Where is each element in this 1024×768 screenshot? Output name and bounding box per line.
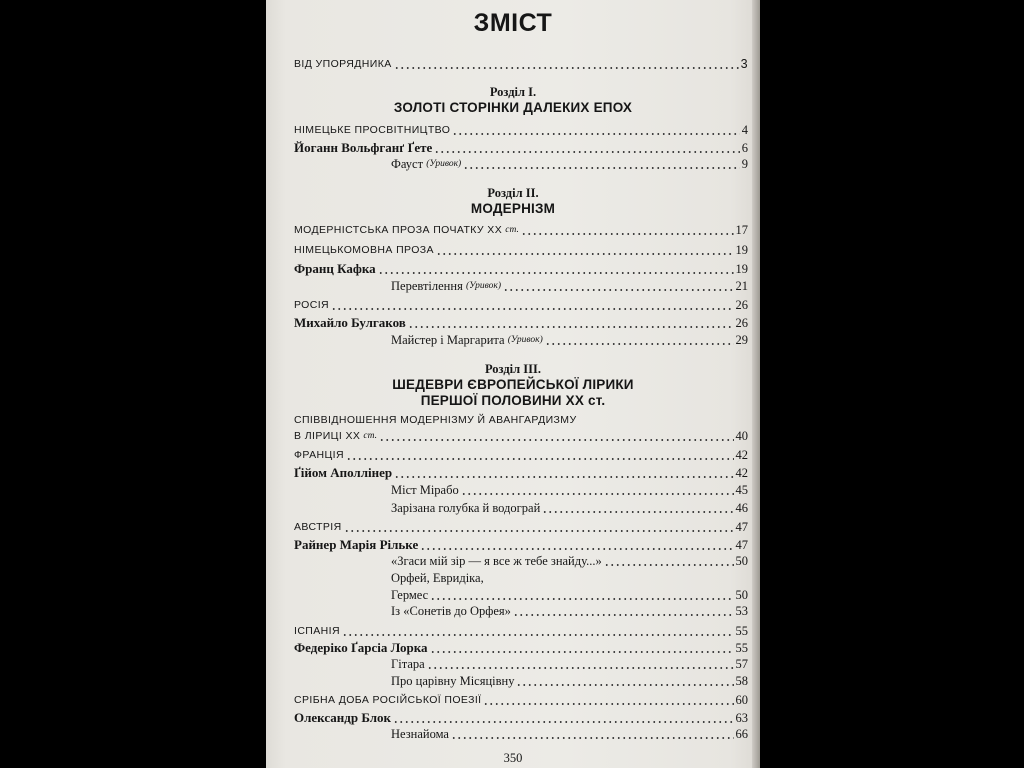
leader-dots [331,300,733,310]
leader-dots [604,556,734,566]
leader-dots [408,318,734,328]
leader-dots [542,503,733,513]
leader-dots [346,450,734,460]
toc-entry [391,656,748,672]
leader-dots [378,264,734,274]
page-number: 42 [735,466,748,480]
entry-label: Перевтілення [391,279,463,293]
entry-label: МОДЕРНІСТСЬКА ПРОЗА ПОЧАТКУ XX [294,224,503,236]
toc-entry [294,56,748,72]
leader-dots [451,729,734,739]
leader-dots [516,676,733,686]
toc-entry-line [294,412,748,428]
page-number: 50 [735,588,748,602]
entry-note: ст. [505,225,519,235]
leader-dots [434,143,739,153]
page-number: 4 [741,123,748,137]
entry-label: Федеріко Ґарсіа Лорка [294,640,428,655]
toc-entry [294,710,748,726]
leader-dots [503,281,734,291]
entry-label: Міст Мірабо [391,483,459,497]
leader-dots [379,431,734,441]
page-number: 17 [735,223,748,237]
page-number: 66 [735,727,748,741]
toc-entry [294,261,748,277]
section-heading [266,362,760,409]
entry-label: ФРАНЦІЯ [294,449,344,461]
page-number: 63 [735,711,748,725]
toc-entry [391,332,748,348]
leader-dots [463,159,740,169]
page-number: 55 [735,641,748,655]
toc-entry [294,428,748,444]
entry-label: Майстер і Маргарита [391,333,505,347]
page-number: 42 [735,448,748,462]
leader-dots [342,626,734,636]
toc-entry [391,482,748,498]
leader-dots [452,125,739,135]
section-title: МОДЕРНІЗМ [470,201,556,216]
entry-label: НІМЕЦЬКЕ ПРОСВІТНИЦТВО [294,124,451,136]
leader-dots [545,335,734,345]
page-number: 45 [735,483,748,497]
leader-dots [430,590,733,600]
page-number: 9 [741,157,748,171]
toc-entry [294,692,748,708]
entry-label: СРІБНА ДОБА РОСІЙСЬКОЇ ПОЕЗІЇ [294,694,482,706]
entry-label: Йоганн Вольфганґ Ґете [294,140,433,155]
entry-note: (Уривок) [426,159,462,169]
entry-label: ВІД УПОРЯДНИКА [294,58,392,70]
toc-entry [391,278,748,294]
toc-entry [294,140,748,156]
section-number: Розділ ІІІ. [484,362,542,376]
section-title: ЗОЛОТІ СТОРІНКИ ДАЛЕКИХ ЕПОХ [393,100,633,115]
page-number: 29 [735,333,748,347]
toc-entry [294,297,748,313]
section-heading [266,186,760,217]
leader-dots [513,606,734,616]
leader-dots [420,540,733,550]
entry-label: АВСТРІЯ [294,521,342,533]
page-number: 26 [735,316,748,330]
section-heading [266,85,760,116]
page-number: 60 [735,693,748,707]
toc-entry [391,603,748,619]
entry-label: В ЛІРИЦІ XX [294,430,361,442]
page-number: 46 [735,501,748,515]
entry-label: НІМЕЦЬКОМОВНА ПРОЗА [294,244,434,256]
leader-dots [430,643,734,653]
leader-dots [461,485,734,495]
toc-entry-line [391,570,748,586]
entry-note: (Уривок) [465,281,501,291]
entry-label: Гітара [391,657,425,671]
toc-entry [294,640,748,656]
section-number: Розділ І. [489,85,537,99]
toc-entry [391,553,748,569]
entry-label: СПІВВІДНОШЕННЯ МОДЕРНІЗМУ Й АВАНГАРДИЗМУ [294,414,577,426]
page-number: 40 [735,429,748,443]
page-number: 57 [735,657,748,671]
leader-dots [521,225,734,235]
leader-dots [436,245,734,255]
entry-note: ст. [363,431,377,441]
page-number: 26 [735,298,748,312]
entry-note: (Уривок) [507,335,543,345]
toc-entry [294,242,748,258]
page-number: 21 [735,279,748,293]
page-number: 58 [735,674,748,688]
entry-label: Олександр Блок [294,710,392,725]
entry-label: Зарізана голубка й водограй [391,501,541,515]
entry-label: Орфей, Евридіка, [391,571,484,585]
page-number: 19 [735,262,748,276]
page-number: 6 [741,141,748,155]
section-number: Розділ ІІ. [487,186,539,200]
entry-label: «Згаси мій зір — я все ж тебе знайду...» [391,554,602,568]
page-number-footer: 350 [503,751,523,765]
leader-dots [427,659,734,669]
toc-entry [294,465,748,481]
entry-label: Франц Кафка [294,261,376,276]
toc-entry [391,500,748,516]
toc-entry [391,726,748,742]
entry-label: Із «Сонетів до Орфея» [391,604,511,618]
entry-label: Ґійом Аполлінер [294,465,393,480]
leader-dots [393,713,733,723]
entry-label: Про царівну Місяцівну [391,674,515,688]
page-number: 47 [735,538,748,552]
page-number: 55 [735,624,748,638]
entry-label: Райнер Марія Рільке [294,537,419,552]
entry-label: ІСПАНІЯ [294,625,340,637]
toc-entry [391,673,748,689]
entry-label: Михайло Булгаков [294,315,406,330]
page-edge-shadow [752,0,760,768]
page-number: 3 [740,57,748,71]
section-title: ШЕДЕВРИ ЄВРОПЕЙСЬКОЇ ЛІРИКИ [392,377,634,392]
toc-entry [294,222,748,238]
toc-entry [294,623,748,639]
page-number: 47 [735,520,748,534]
leader-dots [394,468,733,478]
entry-label: Фауст [391,157,424,171]
page-number: 53 [735,604,748,618]
section-title: ПЕРШОЇ ПОЛОВИНИ XX ст. [420,393,606,408]
toc-entry [391,587,748,603]
entry-label: Незнайома [391,727,449,741]
leader-dots [483,695,733,705]
toc-entry [391,156,748,172]
entry-label: Гермес [391,588,429,602]
toc-entry [294,519,748,535]
page-title: ЗМІСТ [473,9,553,37]
book-page [266,0,760,768]
page-number: 50 [735,554,748,568]
leader-dots [394,59,739,69]
leader-dots [344,522,734,532]
toc-entry [294,537,748,553]
page-number: 19 [735,243,748,257]
entry-label: РОСІЯ [294,299,330,311]
toc-entry [294,315,748,331]
toc-entry [294,447,748,463]
toc-entry [294,122,748,138]
